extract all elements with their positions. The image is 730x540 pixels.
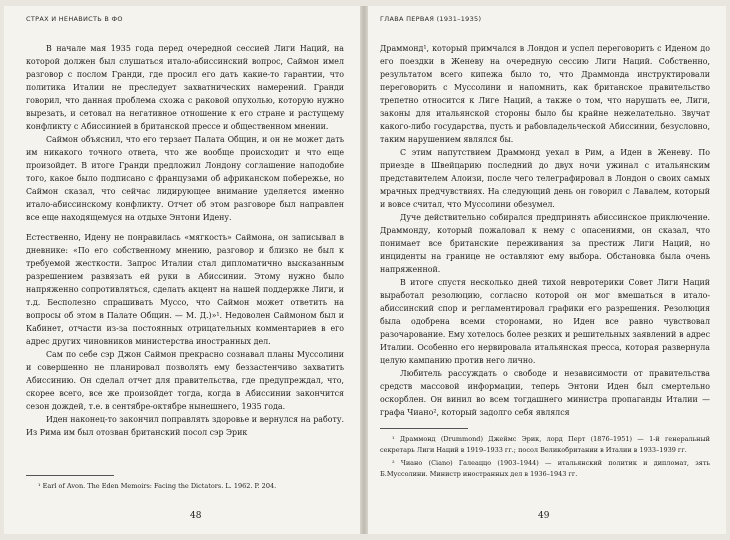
book-spine xyxy=(360,6,368,534)
paragraph: В начале мая 1935 года перед очередной сессией Лиги Наций, на которой должен был слушаться итало-абиссинский вопрос, Саймон имел разговор с послом Гранди, где просил его дать какие-то гарантии, что политика Италии не преследует захватнических намерений. Гранди говорил, что данная проблема схожа с раковой опухолью, которую нужно вырезать, и сетовал на негативное отношение к его стране и растущему конфликту с Абиссинией в британской прессе и общественном мнении. xyxy=(26,44,344,131)
running-header-left: СТРАХ И НЕНАВИСТЬ В ФО xyxy=(26,15,123,23)
paragraph: Дуче действительно собирался предпринять абиссинское приключение. Драммонду, который пожаловал к нему с опасениями, он сказал, что понимает все британские переживания за престиж Лиги Наций, но инциденты на границе не оставляют ему выбора. Обстановка была очень напряженной. xyxy=(380,213,710,274)
footnote: ² Чиано (Ciano) Галеаццо (1903–1944) — итальянский политик и дипломат, зять Б.Муссолини. Министр иностранных дел в 1936–1943 гг. xyxy=(380,459,710,478)
paragraph: Любитель рассуждать о свободе и независимости от правительства средств массовой информации, теперь Энтони Иден был смертельно оскорблен. Он винил во всем тогдашнего министра пропаганды Италии — графа Чиано², который задолго себя являлся xyxy=(380,369,710,417)
footnote-divider xyxy=(26,475,114,476)
body-text-left xyxy=(26,42,344,439)
body-text-right xyxy=(380,42,710,419)
page-number-right: 49 xyxy=(538,511,550,521)
paragraph: В итоге спустя несколько дней тихой невротерики Совет Лиги Наций выработал резолюцию, согласно которой он мог вмешаться в итало-абиссинский спор и регламентировал графики его разрешения. Резолюция была одобрена всеми сторонами, но Иден все равно чувствовал разочарование. Ему хотелось более резких и решительных заявлений в адрес Италии. Особенно его нервировала итальянская пресса, которая развернула целую кампанию против него лично. xyxy=(380,278,710,365)
footnote: ¹ Earl of Avon. The Eden Memoirs: Facing the Dictators. L. 1962. P. 204. xyxy=(38,482,277,490)
paragraph: С этим напутствием Драммонд уехал в Рим, а Иден в Женеву. По приезде в Швейцарию последний до двух ночи ужинал с итальянским представителем Алоизи, после чего телеграфировал в Лондон о своих самых мрачных предчувствиях. На следующий день он говорил с Лавалем, который и вовсе считал, что Муссолини обезумел. xyxy=(380,148,710,209)
left-page xyxy=(4,6,360,534)
footnotes-left xyxy=(26,481,344,495)
paragraph: Иден наконец-то закончил поправлять здоровье и вернулся на работу. Из Рима им был отозван британский посол сэр Эрик xyxy=(26,415,344,437)
paragraph: Драммонд¹, который примчался в Лондон и успел переговорить с Иденом до его поездки в Женеву на очередную сессию Лиги Наций. Собственно, результатом всего кипежа было то, что Драммонда инструктировали переговорить с Муссолини и напомнить, как британское правительство трепетно относится к Лиге Наций, а также о том, что нарушать ее, Лиги, законы для итальянской стороны было бы крайне нежелательно. Звучат какого-либо государства, пусть и рабовладельческой Абиссинии, безусловно, таким нарушением являлся бы. xyxy=(380,44,710,144)
footnotes-right xyxy=(380,434,710,482)
paragraph: Саймон объяснил, что его терзает Палата Общин, и он не может дать им никакого точного ответа, что же вообще происходит и что еще произойдет. В итоге Гранди предложил Лондону соглашение наподобие того, какое было подписано с французами об африканском побережье, но Саймон сказал, что сейчас лидирующее внимание уделяется именно итало-абиссинскому конфликту. Отчет об этом разговоре был направлен все еще находящемуся на отдыхе Энтони Идену. xyxy=(26,135,344,222)
footnote-divider xyxy=(380,428,468,429)
right-page xyxy=(368,6,726,534)
paragraph: Естественно, Идену не понравилась «мягкость» Саймона, он записывал в дневнике: «По его собственному мнению, разговор и близко не был к требуемой жесткости. Запрос Италии стал дипломатично высказанным разрешением развязать ей руки в Абиссинии. Этому нужно было напряженно сопротивляться, сделать акцент на нашей поддержке Лиги, и т.д. Бесполезно спрашивать Муссо, что Саймон может ответить на вопросы об этом в Палате Общин. — М. Д.)»¹. Недоволен Саймоном был и Кабинет, отчасти из-за постоянных отрицательных комментариев в его адрес других чиновников министерства иностранных дел. xyxy=(26,233,344,346)
footnote: ¹ Драммонд (Drummond) Джеймс Эрик, лорд Перт (1876–1951) — 1-й генеральный секретарь Лиги Наций в 1919–1933 гг.; посол Великобритании в Италии в 1933–1939 гг. xyxy=(380,435,710,454)
page-number-left: 48 xyxy=(190,511,202,521)
running-header-right: ГЛАВА ПЕРВАЯ (1931–1935) xyxy=(380,15,482,23)
paragraph: Сам по себе сэр Джон Саймон прекрасно сознавал планы Муссолини и совершенно не планировал позволять ему беззастенчиво захватить Абиссинию. Он сделал отчет для правительства, где предупреждал, что, скорее всего, все же произойдет тогда, когда в Абиссинии закончится сезон дождей, т.е. в сентябре-октябре нынешнего, 1935 года. xyxy=(26,350,344,411)
